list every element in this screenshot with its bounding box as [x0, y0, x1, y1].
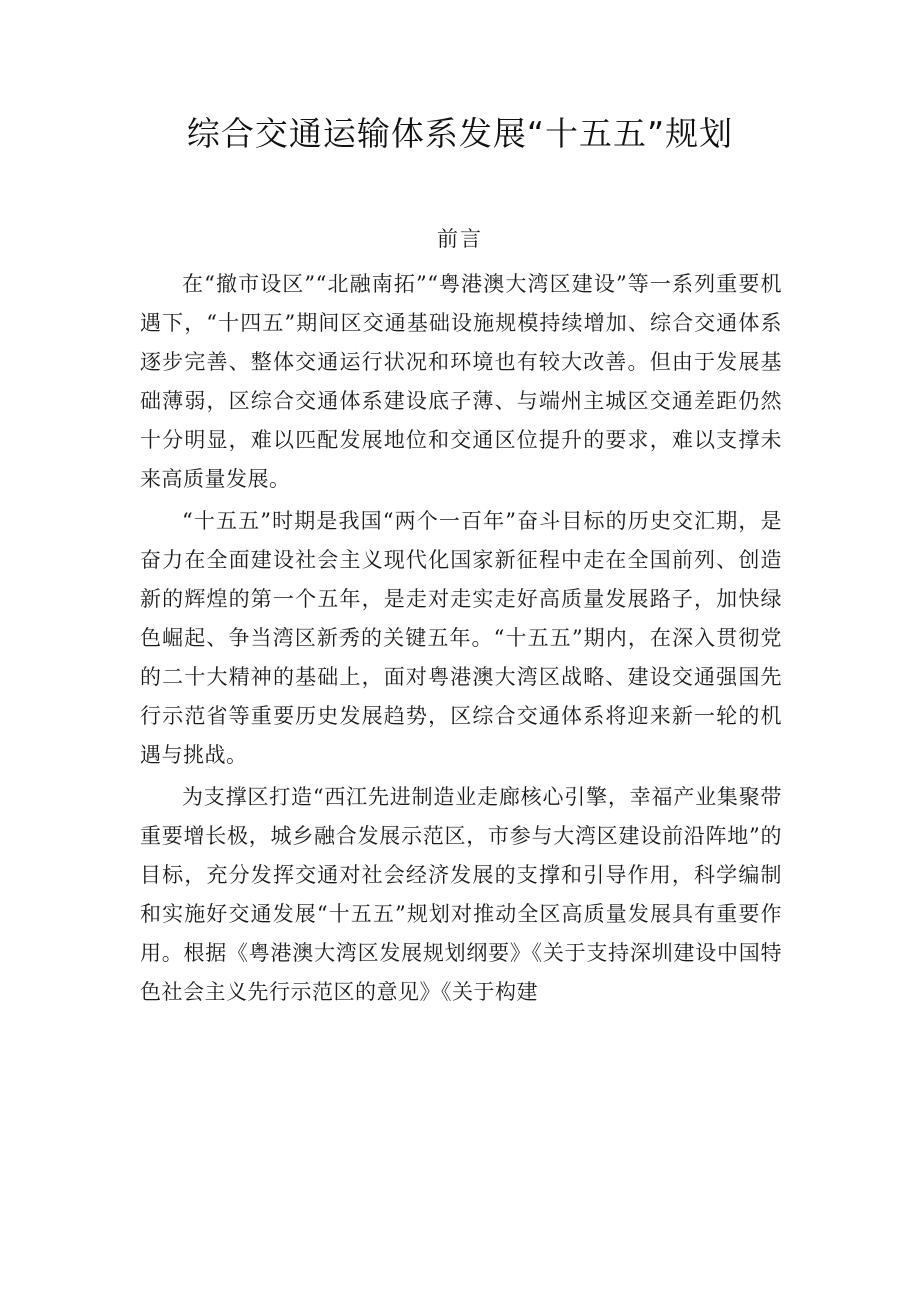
document-body: [140, 265, 782, 1012]
paragraph: 在“撤市设区”“北融南拓”“粤港澳大湾区建设”等一系列重要机遇下，“十四五”期间区交通基础设施规模持续增加、综合交通体系逐步完善、整体交通运行状况和环境也有较大改善。但由于发展基础薄弱，区综合交通体系建设底子薄、与端州主城区交通差距仍然十分明显，难以匹配发展地位和交通区位提升的要求，难以支撑未来高质量发展。: [140, 272, 782, 491]
section-heading: 前言: [437, 227, 483, 251]
document-title: 综合交通运输体系发展“十五五”规划: [186, 114, 734, 153]
paragraph: “十五五”时期是我国“两个一百年”奋斗目标的历史交汇期，是奋力在全面建设社会主义现代化国家新征程中走在全国前列、创造新的辉煌的第一个五年，是走对走实走好高质量发展路子，加快绿色崛起、争当湾区新秀的关键五年。“十五五”期内，在深入贯彻党的二十大精神的基础上，面对粤港澳大湾区战略、建设交通强国先行示范省等重要历史发展趋势，区综合交通体系将迎来新一轮的机遇与挑战。: [140, 509, 782, 767]
paragraph: 为支撑区打造“西江先进制造业走廊核心引擎，幸福产业集聚带重要增长极，城乡融合发展示范区，市参与大湾区建设前沿阵地”的目标，充分发挥交通对社会经济发展的支撑和引导作用，科学编制和实施好交通发展“十五五”规划对推动全区高质量发展具有重要作用。根据《粤港澳大湾区发展规划纲要》《关于支持深圳建设中国特色社会主义先行示范区的意见》《关于构建: [140, 785, 782, 1004]
